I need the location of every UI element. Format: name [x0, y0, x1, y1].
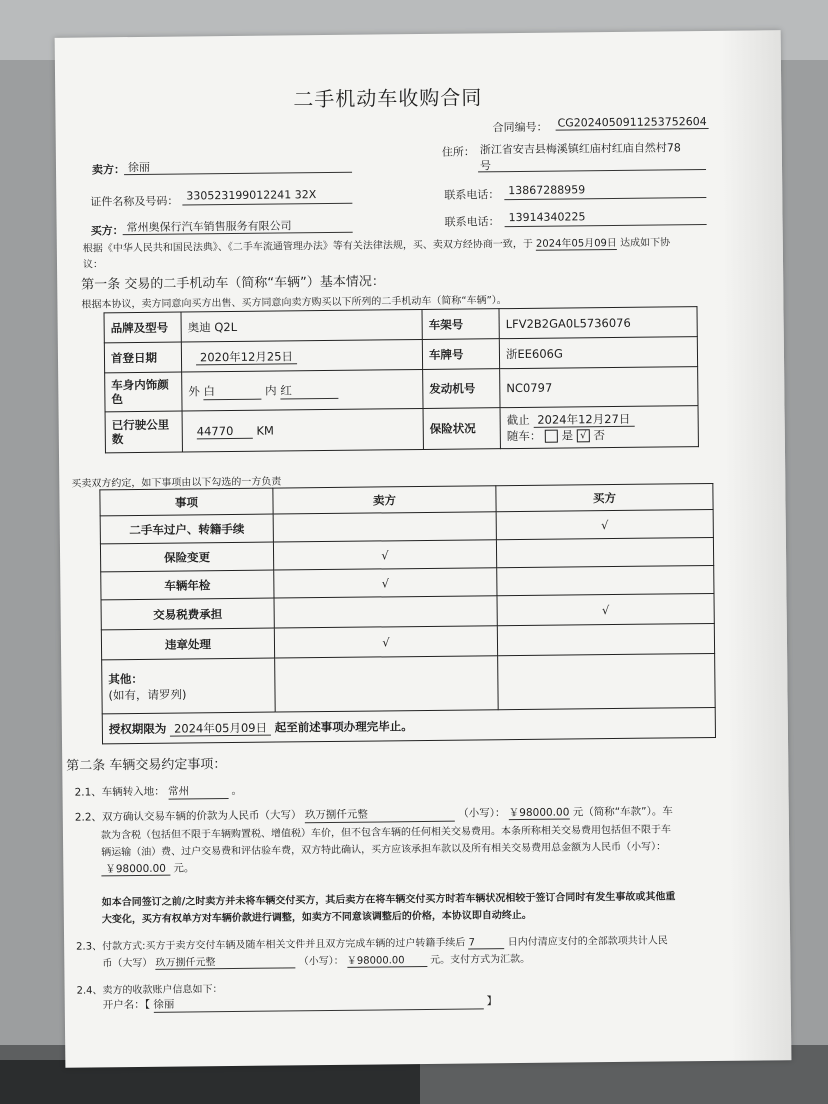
reg-cell	[181, 339, 422, 372]
buyer-label: 买方：	[90, 224, 124, 238]
plate-label: 车牌号	[422, 339, 499, 370]
id-label: 证件名称及号码：	[90, 194, 179, 209]
deadline-tail: 起至前述事项办理完毕止。	[274, 718, 413, 735]
phone2-underline	[505, 224, 707, 227]
no-checkbox[interactable]: √	[577, 429, 590, 442]
ins-until-value: 2024年12月27日	[533, 412, 634, 428]
deadline-cell	[102, 707, 715, 743]
intro-line1	[83, 233, 670, 254]
duty-item: 保险变更	[100, 542, 273, 572]
acct-value: 徐丽	[153, 993, 483, 1012]
address-value-line2: 号	[479, 159, 492, 173]
address-label: 住所：	[441, 145, 475, 159]
clause-2-1	[74, 783, 242, 801]
vehicle-table	[104, 306, 699, 453]
duty-table	[99, 483, 716, 744]
id-value: 330523199012241 32X	[186, 188, 317, 203]
intro-text-b: 达成如下协	[620, 237, 671, 249]
c23-big-label: 币（大写）	[102, 957, 153, 970]
duty-buyer-mark: √	[496, 509, 713, 539]
duty-buyer-mark	[497, 623, 714, 655]
document-title: 二手机动车收购合同	[293, 85, 483, 112]
c22-end: 元（简称“车款”）。车	[572, 805, 673, 819]
ins-until-label: 截止	[506, 412, 530, 428]
id-underline	[182, 203, 352, 206]
color-cell	[182, 369, 423, 411]
article2-heading: 第二条 车辆交易约定事项：	[66, 757, 227, 774]
c23-days: 7	[469, 937, 505, 949]
duty-item: 交易税费承担	[101, 598, 274, 630]
contract-no-label: 合同编号：	[492, 120, 548, 135]
deadline-label: 授权期限为	[108, 721, 167, 736]
brand-label: 品牌及型号	[104, 312, 181, 343]
vin-label: 车架号	[422, 309, 499, 340]
insurance-until-line	[507, 410, 692, 428]
duty-intro: 买卖双方约定，如下事项由以下勾选的一方负责	[71, 476, 282, 490]
engine-value: NC0797	[500, 367, 698, 408]
c23-end: 元。支付方式为汇款。	[430, 953, 531, 966]
duty-item: 车辆年检	[101, 570, 274, 600]
duty-seller-mark	[274, 596, 497, 628]
clause-2-2-line4	[101, 860, 194, 876]
address-value-line1: 浙江省安吉县梅溪镇红庙村红庙自然村78	[479, 141, 681, 157]
duty-buyer-mark	[497, 565, 714, 595]
c22-total-unit: 元。	[173, 862, 195, 875]
duty-buyer-mark: √	[497, 593, 714, 625]
contract-paper	[55, 30, 792, 1068]
other-cell	[102, 658, 276, 714]
seller-underline	[124, 172, 352, 175]
c22-total: ￥98000.00	[101, 863, 170, 877]
phone1-value: 13867288959	[508, 183, 586, 198]
other-seller	[275, 656, 499, 712]
c23-small: ￥98000.00	[347, 951, 427, 968]
brand-value: 奥迪 Q2L	[181, 309, 422, 342]
header-item: 事项	[100, 488, 273, 516]
phone1-label: 联系电话：	[444, 188, 500, 202]
bold-clause-line2: 大变化，买方有权单方对车辆价款进行调整，如卖方不同意该调整后的价格，本协议即自动终止。	[101, 909, 532, 926]
duty-seller-mark	[273, 512, 496, 542]
yes-checkbox[interactable]	[545, 430, 558, 443]
table-row	[105, 406, 698, 453]
c22-text: 2.2、双方确认交易车辆的价款为人民币（大写）	[74, 809, 302, 824]
other-note: (如有，请罗列)	[108, 686, 187, 702]
deadline-value: 2024年05月09日	[170, 720, 271, 736]
seller-label: 卖方：	[91, 163, 126, 177]
buyer-value: 常州奥保行汽车销售服务有限公司	[126, 219, 292, 235]
outer-label: 外	[188, 383, 200, 398]
address-underline	[478, 169, 706, 172]
with-car-line	[507, 426, 692, 444]
article1-sub: 根据本协议，卖方同意向买方出售、买方同意向卖方购买以下所列的二手机动车（简称“车辆”）。	[81, 295, 507, 311]
bold-clause-line1: 如本合同签订之前/之时卖方并未将车辆交付买方，其后卖方在将车辆交付买方时若车辆状况相较于签订合同时有发生事故或其他重	[101, 891, 676, 909]
plate-value: 浙EE606G	[499, 337, 697, 369]
clause-2-3-line1	[76, 931, 668, 953]
background-shadow	[0, 1060, 420, 1104]
duty-item: 违章处理	[101, 628, 274, 660]
paper-edge	[721, 30, 792, 1061]
table-row	[102, 707, 715, 743]
c22-small-label: （小写）：	[458, 807, 506, 820]
intro-text-a: 根据《中华人民共和国民法典》、《二手车流通管理办法》等有关法律法规，买、卖双方经协商一致，于	[82, 238, 533, 255]
clause-2-4: 2.4、卖方的收款账户信息如下：	[76, 984, 223, 997]
clause-2-3-line2	[102, 950, 530, 970]
other-label: 其他：	[108, 671, 143, 686]
yes-label: 是	[561, 428, 574, 443]
phone2-label: 联系电话：	[444, 215, 500, 229]
inner-label: 内	[265, 383, 277, 398]
engine-label: 发动机号	[423, 369, 500, 409]
c23-text: 2.3、付款方式:买方于卖方交付车辆及随车相关文件并且双方完成车辆的过户转籍手续后	[76, 937, 466, 953]
acct-label: 开户名：【	[102, 998, 151, 1012]
with-car-label: 随车：	[506, 428, 542, 444]
reg-label: 首登日期	[104, 342, 181, 373]
duty-buyer-mark	[496, 537, 713, 567]
table-row	[102, 653, 716, 713]
c21-end: 。	[231, 784, 242, 798]
contract-no-value: CG2024050911253752604	[555, 115, 708, 131]
clause-2-2-line3: 辆运输（油）费、过户交易费和评估验车费，双方特此确认，买方应该承担车款以及所有相关交易费用总金额为人民币（小写）：	[101, 841, 667, 859]
account-line	[103, 993, 498, 1013]
intro-line2: 议：	[82, 259, 104, 271]
article1-heading: 第一条 交易的二手机动车（简称“车辆”）基本情况：	[81, 274, 385, 293]
header-seller: 卖方	[273, 486, 496, 514]
inner-value: 红	[280, 381, 338, 399]
other-buyer	[498, 653, 716, 709]
c23-small-label: （小写）：	[298, 955, 344, 968]
seller-value: 徐丽	[127, 160, 151, 175]
vin-value: LFV2B2GA0L5736076	[499, 307, 697, 339]
mileage-label: 已行驶公里数	[105, 411, 182, 453]
duty-seller-mark: √	[274, 626, 497, 658]
c21-value: 常州	[168, 783, 228, 800]
intro-date: 2024年05月09日	[535, 237, 617, 250]
reg-value: 2020年12月25日	[196, 349, 297, 365]
c22-big: 玖万捌仟元整	[305, 806, 455, 824]
c21-label: 2.1、车辆转入地：	[74, 785, 165, 799]
duty-seller-mark: √	[274, 568, 497, 598]
acct-end: 】	[486, 995, 498, 1008]
table-row	[105, 367, 698, 412]
clause-2-2-line2: 款为含税（包括但不限于车辆购置税、增值税）车价，但不包含车辆的任何相关交易费用。本条所称相关交易费用包括但不限于车	[100, 824, 672, 842]
phone1-underline	[504, 197, 706, 200]
mileage-cell	[182, 408, 423, 452]
phone2-value: 13914340225	[508, 210, 586, 225]
insurance-label: 保险状况	[423, 408, 500, 450]
mileage-unit: KM	[256, 423, 274, 438]
no-label: 否	[593, 428, 606, 443]
insurance-cell	[500, 406, 698, 449]
c23-big: 玖万捌仟元整	[155, 952, 295, 969]
header-buyer: 买方	[496, 483, 713, 511]
outer-value: 白	[203, 382, 261, 400]
duty-item: 二手车过户、转籍手续	[100, 514, 273, 544]
duty-seller-mark: √	[273, 540, 496, 570]
mileage-value: 44770	[197, 423, 253, 439]
c22-small: ￥98000.00	[508, 806, 570, 820]
c23-tail: 日内付清应支付的全部款项共计人民	[507, 935, 668, 949]
color-label: 车身内饰颜色	[105, 372, 182, 412]
